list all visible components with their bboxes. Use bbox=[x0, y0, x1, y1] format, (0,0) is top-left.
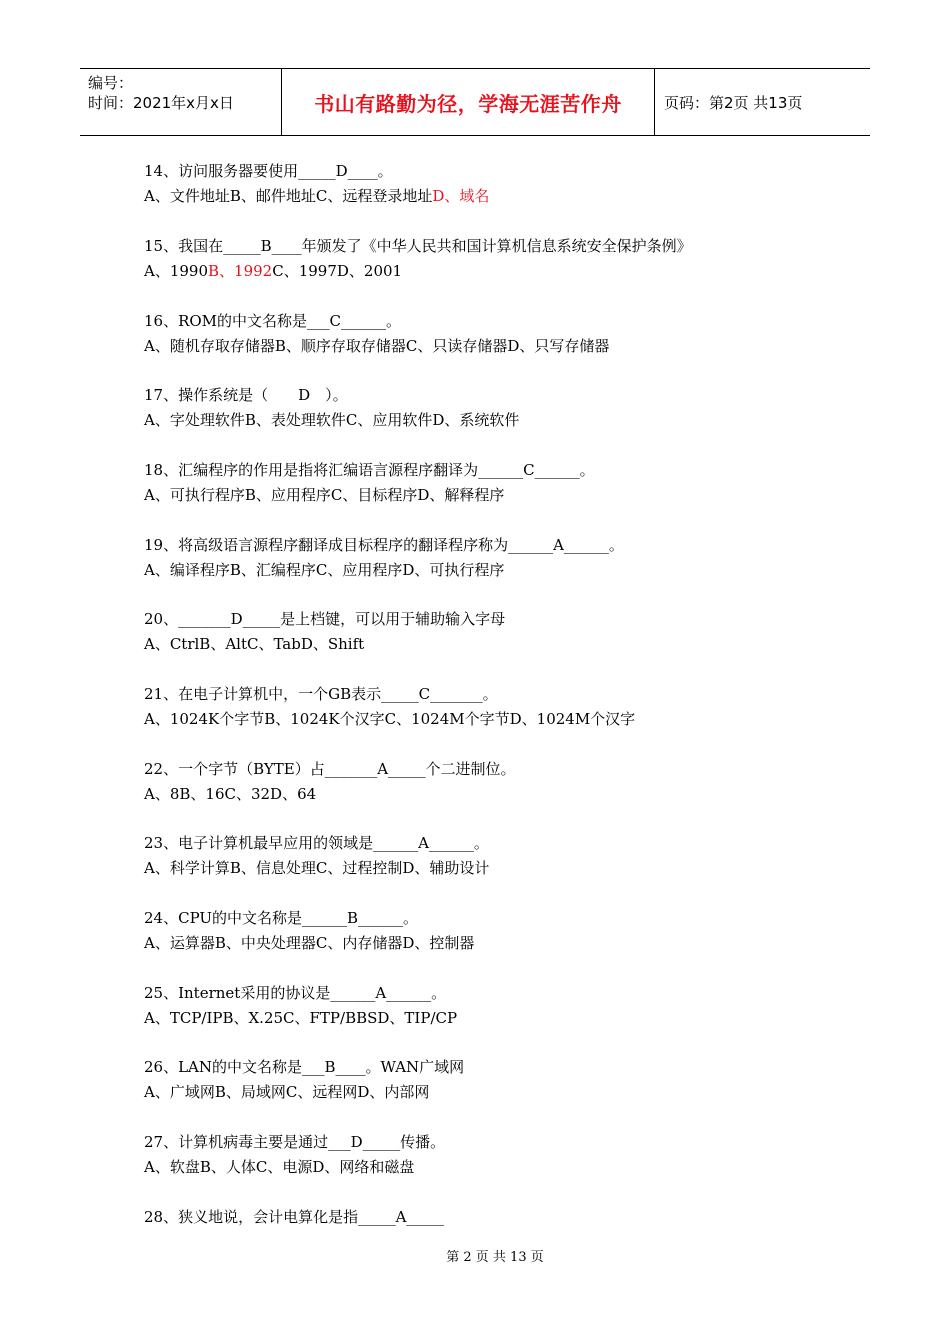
question-options: A、软盘B、人体C、电源D、网络和磁盘 bbox=[144, 1158, 415, 1176]
question-text: 24、CPU的中文名称是______B______。 bbox=[144, 909, 419, 927]
question-text: 27、计算机病毒主要是通过___D_____传播。 bbox=[144, 1133, 446, 1151]
question-text: 23、电子计算机最早应用的领域是______A______。 bbox=[144, 834, 489, 852]
question-14 bbox=[144, 161, 864, 206]
question-options: A、TCP/IPB、X.25C、FTP/BBSD、TIP/CP bbox=[144, 1009, 458, 1027]
answer-highlight: D、域名 bbox=[432, 187, 490, 205]
options-tail: C、1997D、2001 bbox=[272, 262, 403, 280]
header-page-label: 页码：第2页 共13页 bbox=[664, 93, 803, 112]
question-19 bbox=[144, 535, 864, 580]
question-24 bbox=[144, 908, 864, 953]
question-22 bbox=[144, 759, 864, 804]
question-18 bbox=[144, 460, 864, 505]
question-options: A、可执行程序B、应用程序C、目标程序D、解释程序 bbox=[144, 486, 505, 504]
question-text: 19、将高级语言源程序翻译成目标程序的翻译程序称为______A______。 bbox=[144, 536, 624, 554]
question-20 bbox=[144, 609, 864, 654]
question-text: 20、_______D_____是上档键，可以用于辅助输入字母 bbox=[144, 610, 506, 628]
question-15 bbox=[144, 236, 864, 281]
question-options: A、广域网B、局域网C、远程网D、内部网 bbox=[144, 1083, 430, 1101]
question-options: A、运算器B、中央处理器C、内存储器D、控制器 bbox=[144, 934, 475, 952]
question-text: 22、一个字节（BYTE）占_______A_____个二进制位。 bbox=[144, 760, 516, 778]
question-options: A、随机存取存储器B、顺序存取存储器C、只读存储器D、只写存储器 bbox=[144, 337, 610, 355]
options-text: A、1990 bbox=[144, 262, 209, 280]
question-text: 16、ROM的中文名称是___C______。 bbox=[144, 312, 402, 330]
question-text: 25、Internet采用的协议是______A______。 bbox=[144, 984, 447, 1002]
question-27 bbox=[144, 1132, 864, 1177]
question-options: A、8B、16C、32D、64 bbox=[144, 785, 317, 803]
question-16 bbox=[144, 311, 864, 356]
question-text: 14、访问服务器要使用_____D____。 bbox=[144, 162, 393, 180]
question-25 bbox=[144, 983, 864, 1028]
answer-highlight: B、1992 bbox=[208, 262, 273, 280]
question-options: A、1024K个字节B、1024K个汉字C、1024M个字节D、1024M个汉字 bbox=[144, 710, 636, 728]
options-text: A、文件地址B、邮件地址C、远程登录地址 bbox=[144, 187, 433, 205]
question-28 bbox=[144, 1207, 864, 1227]
question-options bbox=[144, 186, 864, 206]
question-text: 28、狭义地说，会计电算化是指_____A_____ bbox=[144, 1208, 444, 1226]
question-options: A、编译程序B、汇编程序C、应用程序D、可执行程序 bbox=[144, 561, 505, 579]
question-options: A、科学计算B、信息处理C、过程控制D、辅助设计 bbox=[144, 859, 490, 877]
date-label: 时间：2021年x月x日 bbox=[88, 94, 234, 112]
question-text: 15、我国在_____B____年颁发了《中华人民共和国计算机信息系统安全保护条例》 bbox=[144, 237, 692, 255]
header-motto: 书山有路勤为径，学海无涯苦作舟 bbox=[281, 69, 655, 135]
question-text: 21、在电子计算机中，一个GB表示_____C_______。 bbox=[144, 685, 498, 703]
question-21 bbox=[144, 684, 864, 729]
question-text: 18、汇编程序的作用是指将汇编语言源程序翻译为______C______。 bbox=[144, 461, 595, 479]
question-options bbox=[144, 261, 864, 281]
header-meta bbox=[80, 69, 281, 135]
question-23 bbox=[144, 833, 864, 878]
page-header bbox=[80, 68, 870, 136]
number-label: 编号： bbox=[88, 74, 134, 92]
question-options: A、字处理软件B、表处理软件C、应用软件D、系统软件 bbox=[144, 411, 520, 429]
question-26 bbox=[144, 1057, 864, 1102]
question-options: A、CtrlB、AltC、TabD、Shift bbox=[144, 635, 365, 653]
page-footer: 第 2 页 共 13 页 bbox=[446, 1250, 544, 1265]
question-text: 17、操作系统是（ D ）。 bbox=[144, 386, 348, 404]
question-text: 26、LAN的中文名称是___B____。WAN广域网 bbox=[144, 1058, 465, 1076]
question-17 bbox=[144, 385, 864, 430]
